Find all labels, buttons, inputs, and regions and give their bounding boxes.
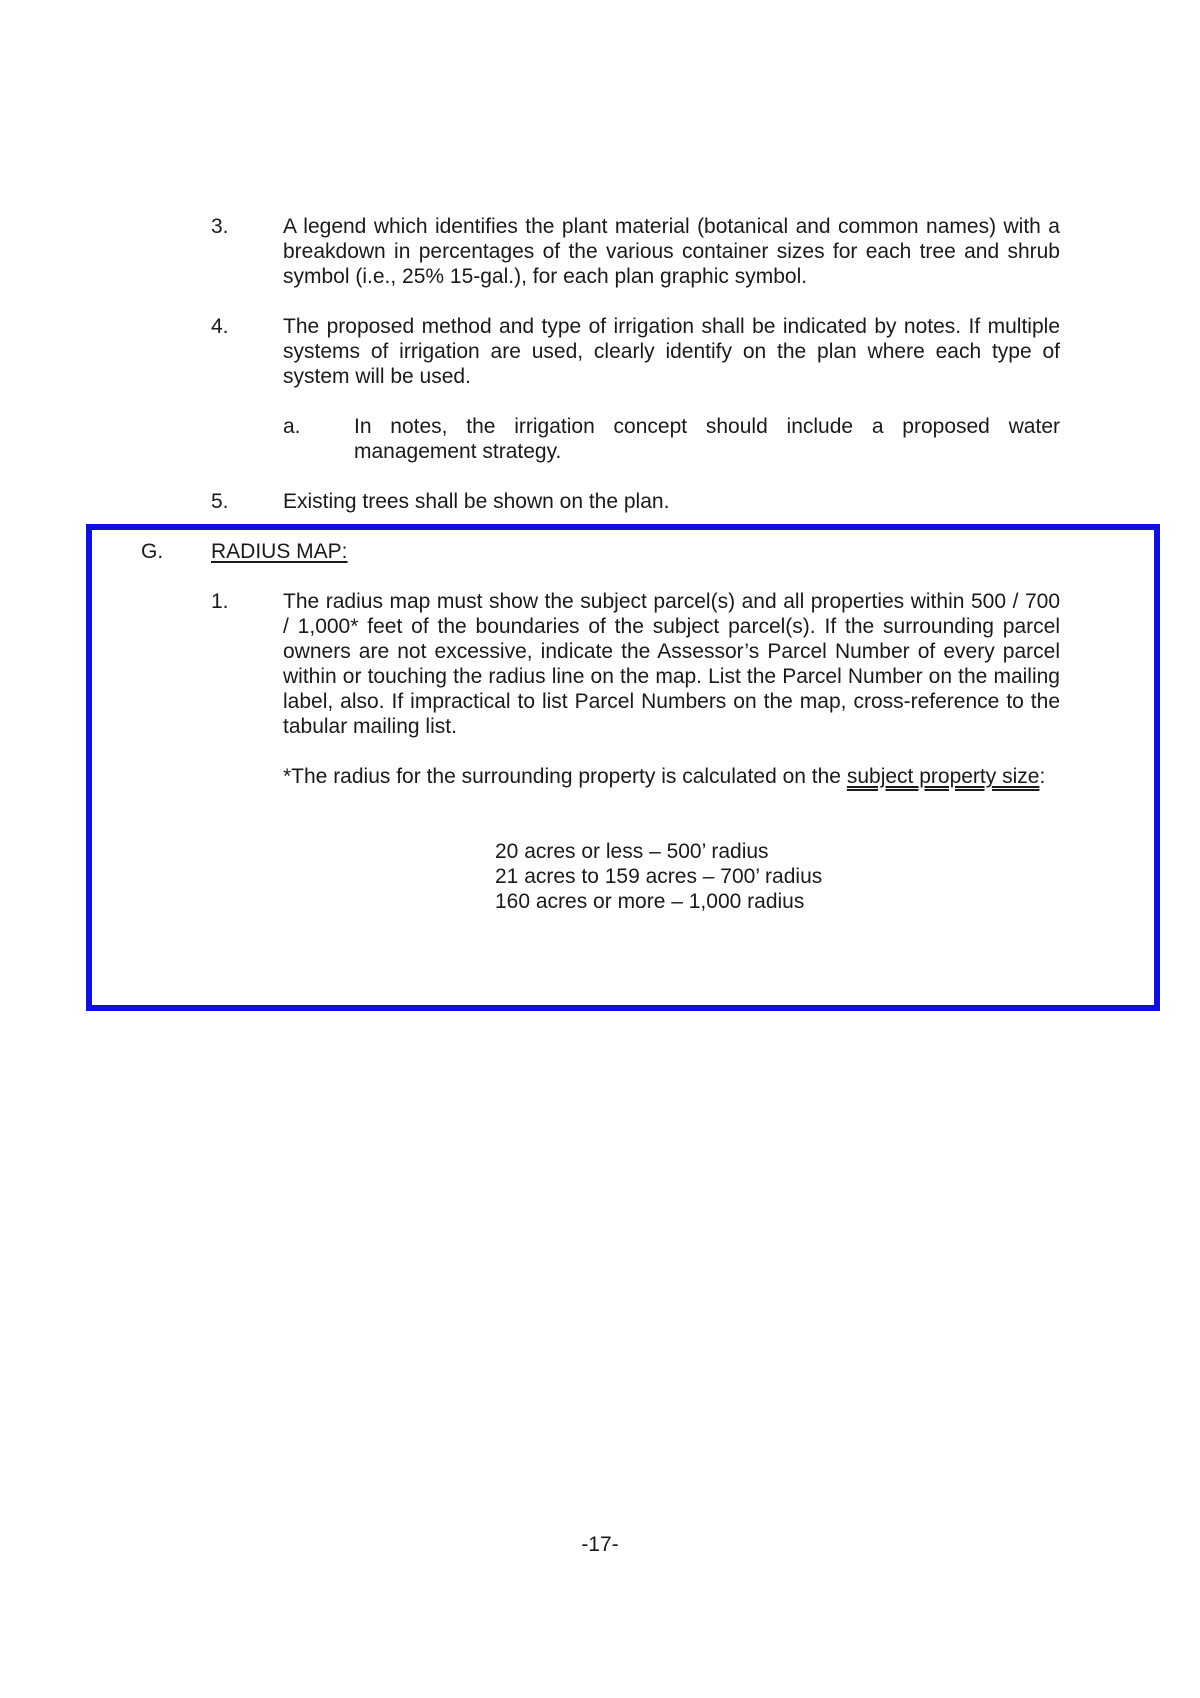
item-3-number: 3. xyxy=(211,215,229,238)
radius-row: 21 acres to 159 acres – 700’ radius xyxy=(495,865,823,888)
item-5-number: 5. xyxy=(211,490,229,513)
section-g-item-1-text: The radius map must show the subject parcel(s) and all properties within 500 / 700 / 1,000* feet of the boundaries of the subject parcel(s). If the surrounding parcel owners are not excessive, indicate the Assessor’s Parcel Number of every parcel within or touching the radius line on the map. List the Parcel Number on the mailing label, also. If impractical to list Parcel Numbers on the map, cross-reference to the tabular mailing list. xyxy=(283,590,1060,738)
item-4-number: 4. xyxy=(211,315,229,338)
page-number: -17- xyxy=(581,1533,619,1556)
item-3-text: A legend which identifies the plant material (botanical and common names) with a breakdown in percentages of the various container sizes for each tree and shrub symbol (i.e., 25% 15-gal.), for each plan graphic symbol. xyxy=(283,215,1060,288)
radius-note xyxy=(283,764,1060,789)
radius-row: 160 acres or more – 1,000 radius xyxy=(495,890,805,913)
item-4a-letter: a. xyxy=(283,415,301,438)
item-4-text: The proposed method and type of irrigation shall be indicated by notes. If multiple systems of irrigation are used, clearly identify on the plan where each type of system will be used. xyxy=(283,315,1060,388)
section-g-item-1-number: 1. xyxy=(211,590,229,613)
radius-note-prefix: *The radius for the surrounding property is calculated on the xyxy=(283,765,841,788)
section-g-letter: G. xyxy=(141,540,164,563)
radius-note-underlined: subject property size xyxy=(846,765,1040,788)
item-4a-text: In notes, the irrigation concept should include a proposed water management strategy. xyxy=(354,415,1060,463)
section-g-heading: RADIUS MAP: xyxy=(211,540,348,563)
radius-note-suffix: : xyxy=(1039,765,1046,788)
radius-table xyxy=(495,839,915,914)
radius-row: 20 acres or less – 500’ radius xyxy=(495,840,769,863)
item-5-text: Existing trees shall be shown on the plan. xyxy=(283,490,670,513)
